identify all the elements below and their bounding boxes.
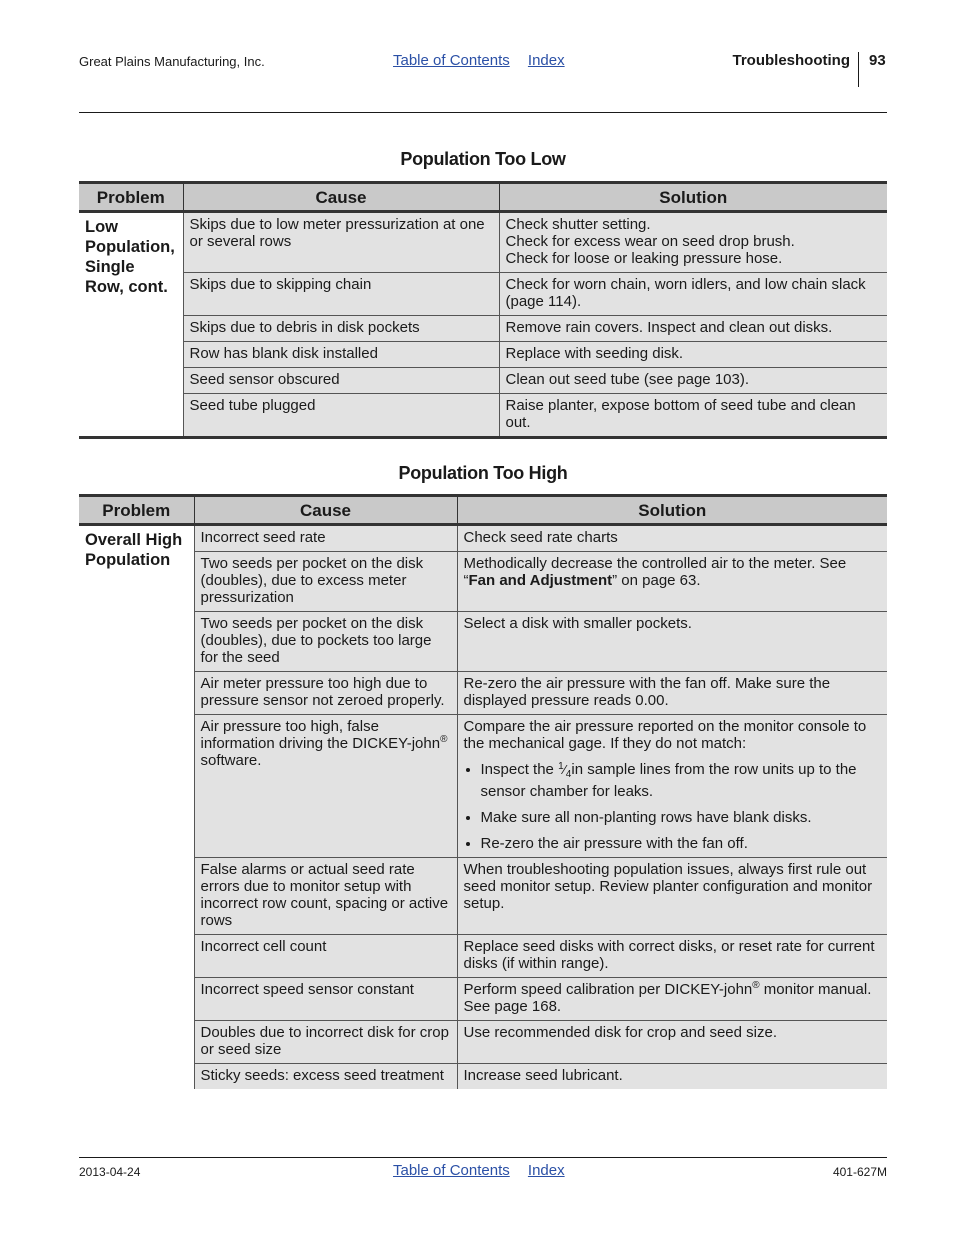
section-title: Troubleshooting	[732, 52, 850, 69]
cause-cell: Sticky seeds: excess seed treatment	[194, 1064, 457, 1090]
company-name: Great Plains Manufacturing, Inc.	[79, 54, 265, 69]
problem-cell: Low Population, Single Row, cont.	[79, 212, 183, 438]
header-index-link[interactable]: Index	[527, 52, 565, 69]
cause-text: software.	[200, 752, 262, 769]
table-row	[79, 1021, 887, 1064]
cause-cell: Row has blank disk installed	[183, 342, 499, 368]
table-row	[79, 612, 887, 672]
solution-text: monitor manual. See page 168.	[463, 981, 872, 1015]
footer-toc-link[interactable]: Table of Contents	[393, 1162, 510, 1179]
table-header-row	[79, 183, 887, 212]
cause-cell: Seed sensor obscured	[183, 368, 499, 394]
table-row	[79, 316, 887, 342]
fan-adjustment-reference: Fan and Adjustment	[468, 572, 613, 589]
high-table-title: Population Too High	[398, 463, 568, 483]
col-problem-header: Problem	[79, 496, 194, 525]
solution-cell: Replace with seeding disk.	[499, 342, 887, 368]
cause-cell: Incorrect speed sensor constant	[194, 978, 457, 1021]
solution-cell: Check for worn chain, worn idlers, and low chain slack (page 114).	[499, 273, 887, 316]
registered-mark: ®	[440, 734, 448, 745]
solution-cell	[457, 552, 887, 612]
table-row	[79, 715, 887, 858]
bullet-item: • Make sure all non-planting rows have blank disks.	[481, 809, 882, 826]
solution-cell: Re-zero the air pressure with the fan off. Make sure the displayed pressure reads 0.00.	[457, 672, 887, 715]
header-toc-link[interactable]: Table of Contents	[393, 52, 510, 69]
solution-cell: When troubleshooting population issues, always first rule out seed monitor setup. Review planter configuration and monitor setup.	[457, 858, 887, 935]
cause-cell: Air meter pressure too high due to pressure sensor not zeroed properly.	[194, 672, 457, 715]
col-problem-header: Problem	[79, 183, 183, 212]
solution-cell: Remove rain covers. Inspect and clean out disks.	[499, 316, 887, 342]
cause-cell: Skips due to debris in disk pockets	[183, 316, 499, 342]
table-row	[79, 858, 887, 935]
table-row	[79, 935, 887, 978]
footer-index-link[interactable]: Index	[527, 1162, 565, 1179]
solution-cell	[457, 978, 887, 1021]
solution-line: Check for loose or leaking pressure hose.	[505, 250, 783, 267]
table-row	[79, 273, 887, 316]
solution-cell: Select a disk with smaller pockets.	[457, 612, 887, 672]
fraction-denominator: 4	[565, 769, 572, 780]
footer-nav	[393, 1162, 579, 1179]
solution-cell	[499, 212, 887, 273]
solution-cell: Increase seed lubricant.	[457, 1064, 887, 1090]
solution-cell: Replace seed disks with correct disks, or reset rate for current disks (if within range).	[457, 935, 887, 978]
cause-text: Air pressure too high, false information driving the DICKEY-john	[200, 718, 441, 752]
cause-cell: Two seeds per pocket on the disk (doubles), due to excess meter pressurization	[194, 552, 457, 612]
col-solution-header: Solution	[499, 183, 887, 212]
table-row	[79, 1064, 887, 1090]
document-number: 401-627M	[832, 1165, 887, 1179]
table-row	[79, 525, 887, 552]
solution-bullet-list	[464, 758, 882, 852]
table-row	[79, 978, 887, 1021]
solution-cell	[457, 715, 887, 858]
col-solution-header: Solution	[457, 496, 887, 525]
footer-rule	[79, 1157, 887, 1158]
cause-cell: Seed tube plugged	[183, 394, 499, 438]
solution-cell: Clean out seed tube (see page 103).	[499, 368, 887, 394]
solution-intro: Compare the air pressure reported on the monitor console to the mechanical gage. If they do not match:	[463, 718, 867, 752]
table-row	[79, 212, 887, 273]
header-nav	[393, 52, 579, 69]
solution-line: Check shutter setting.	[505, 216, 651, 233]
table-row	[79, 368, 887, 394]
solution-text: ” on page 63.	[612, 572, 701, 589]
low-table-title: Population Too Low	[400, 149, 566, 169]
cause-cell: Incorrect cell count	[194, 935, 457, 978]
solution-text: Perform speed calibration per DICKEY-john	[463, 981, 753, 998]
footer-date: 2013-04-24	[79, 1165, 141, 1179]
cause-cell: Skips due to low meter pressurization at one or several rows	[183, 212, 499, 273]
cause-cell: Doubles due to incorrect disk for crop or seed size	[194, 1021, 457, 1064]
table-row	[79, 672, 887, 715]
solution-cell: Raise planter, expose bottom of seed tube and clean out.	[499, 394, 887, 438]
solution-line: Check for excess wear on seed drop brush.	[505, 233, 795, 250]
cause-cell	[194, 715, 457, 858]
table-row	[79, 552, 887, 612]
population-too-low-table	[79, 181, 887, 439]
col-cause-header: Cause	[183, 183, 499, 212]
solution-cell: Use recommended disk for crop and seed size.	[457, 1021, 887, 1064]
header-rule	[79, 112, 887, 113]
registered-mark: ®	[752, 980, 760, 991]
table-row	[79, 342, 887, 368]
cause-cell: False alarms or actual seed rate errors due to monitor setup with incorrect row count, spacing or active rows	[194, 858, 457, 935]
bullet-text: in sample lines from the row units up to the sensor chamber for leaks.	[480, 761, 857, 800]
fraction-numerator: 1	[558, 761, 564, 772]
bullet-item	[481, 758, 882, 800]
page-number: 93	[869, 52, 886, 69]
table-row	[79, 394, 887, 438]
header-divider	[858, 52, 859, 87]
bullet-text: Inspect the	[480, 761, 559, 778]
solution-cell: Check seed rate charts	[457, 525, 887, 552]
problem-cell: Overall High Population	[79, 525, 194, 1090]
bullet-item: • Re-zero the air pressure with the fan off.	[481, 835, 882, 852]
cause-cell: Incorrect seed rate	[194, 525, 457, 552]
col-cause-header: Cause	[194, 496, 457, 525]
cause-cell: Two seeds per pocket on the disk (doubles), due to pockets too large for the seed	[194, 612, 457, 672]
table-header-row	[79, 496, 887, 525]
fraction-slash: ⁄	[563, 762, 566, 777]
population-too-high-table	[79, 494, 887, 1089]
solution-text: Methodically decrease the controlled air to the meter. See “	[463, 555, 847, 589]
cause-cell: Skips due to skipping chain	[183, 273, 499, 316]
